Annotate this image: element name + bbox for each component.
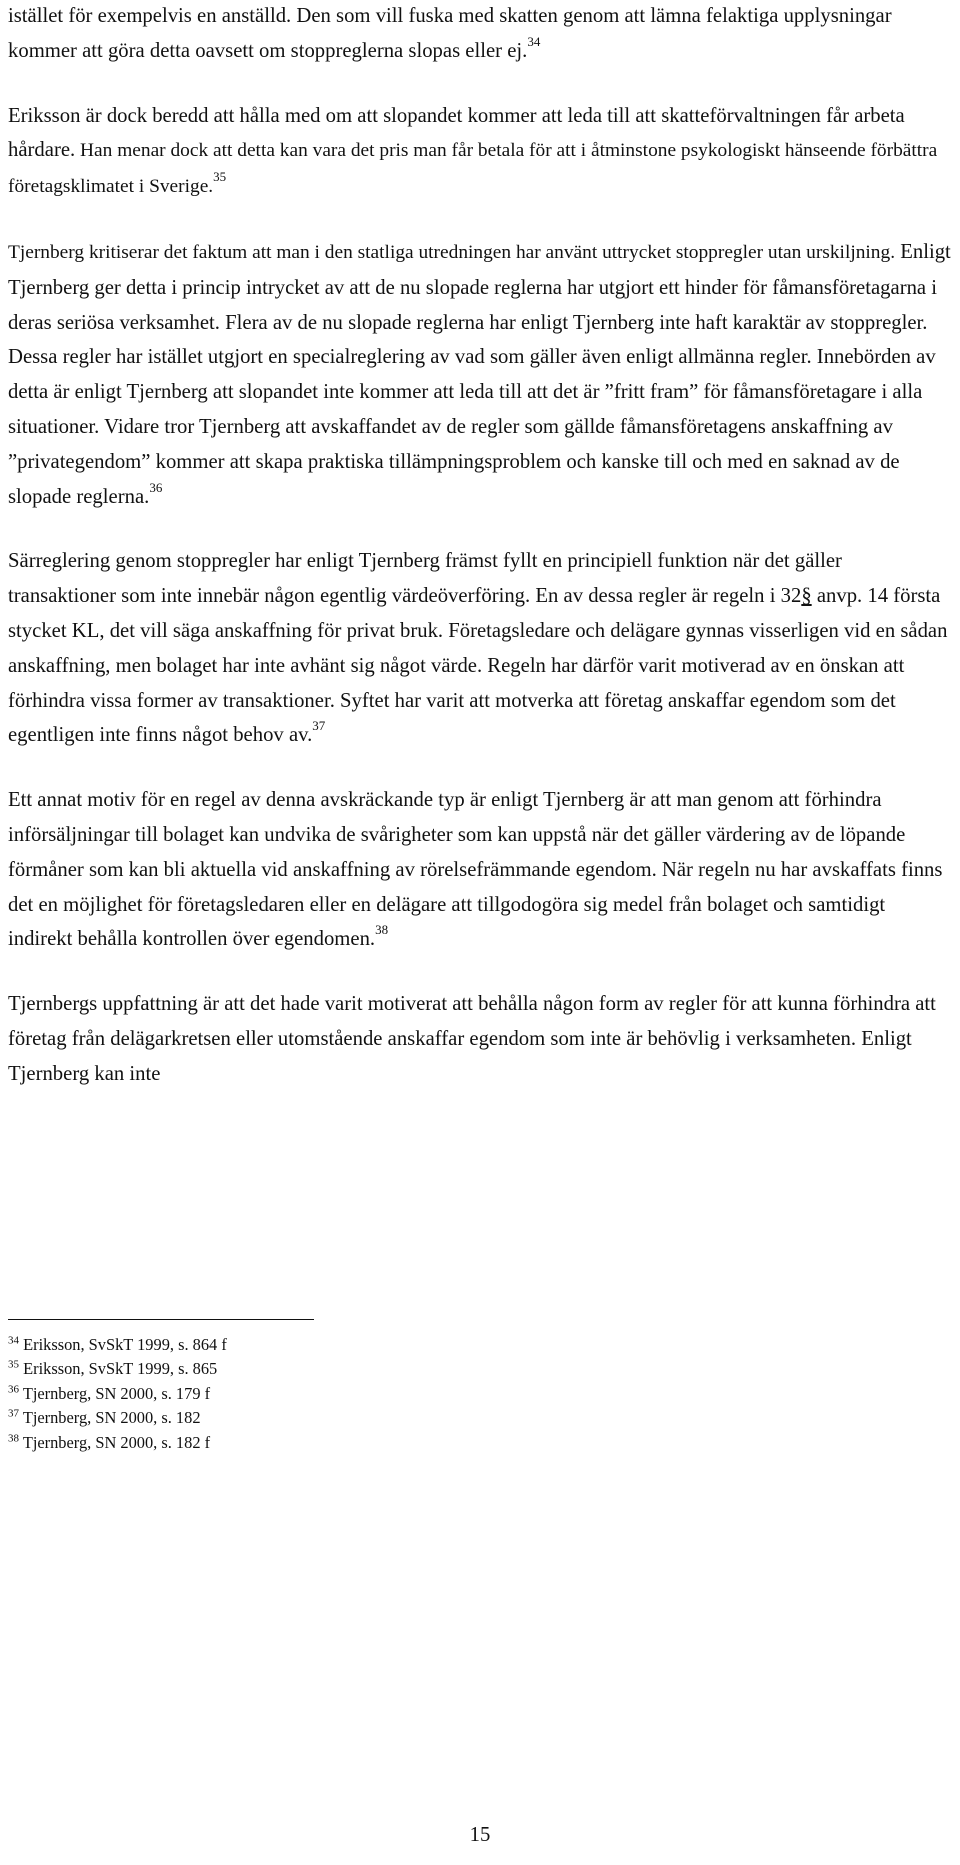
footnote-reference: 36: [149, 479, 163, 495]
footnotes: [8, 1333, 608, 1455]
footnote-number: 34: [8, 1334, 19, 1347]
body-paragraph: [8, 235, 952, 514]
footnote-text: Tjernberg, SN 2000, s. 179 f: [22, 1383, 211, 1403]
page-number: 15: [469, 1824, 491, 1846]
footnote-reference: 35: [213, 169, 227, 185]
footnote: [8, 1333, 608, 1357]
footnote-number: 37: [8, 1407, 19, 1420]
paragraph-text: Han menar dock att detta kan vara det pris man får betala för att i åtminstone psykologiskt hänseende förbättra företagsklimatet i Sverige.: [8, 140, 938, 198]
body-paragraph: [8, 544, 952, 753]
section-sign: §: [801, 585, 812, 608]
paragraph-text: Särreglering genom stoppregler har enligt Tjernberg främst fyllt en principiell funktion när det gäller transaktioner som inte innebär någon egentlig värdeöverföring. En av dessa regler är regeln i 32: [8, 550, 842, 608]
footnote: [8, 1357, 608, 1381]
body-paragraph: [8, 783, 952, 957]
footnote-number: 35: [8, 1358, 19, 1371]
body-paragraph: [8, 99, 952, 205]
paragraph-text: anvp. 14 första stycket KL, det vill säga anskaffning för privat bruk. Företagsledare och delägare gynnas visserligen vid en sådan anskaffning, men bolaget har inte avhänt sig något värde. Regeln har därför varit motiverad av en önskan att förhindra vissa former av transaktioner. Syftet har varit att motverka att företag anskaffar egendom som det egentligen inte finns något behov av.: [8, 585, 948, 747]
paragraph-text: istället för exempelvis en anställd. Den som vill fuska med skatten genom att lämna felaktiga upplysningar kommer att göra detta oavsett om stoppreglerna slopas eller ej.: [8, 5, 892, 62]
footnote-number: 36: [8, 1383, 19, 1396]
paragraph-text: Tjernberg kritiserar det faktum att man i den statliga utredningen har använt uttrycket stoppregler utan urskiljning.: [8, 241, 896, 263]
paragraph-text: Eriksson är dock beredd att hålla med om att slopandet kommer att leda till att skatteförvaltningen får arbeta hårdare.: [8, 104, 905, 162]
body-paragraph: [8, 0, 952, 69]
footnote-text: Tjernberg, SN 2000, s. 182 f: [22, 1432, 211, 1452]
footnote: [8, 1431, 608, 1455]
footnote-reference: 38: [375, 922, 389, 938]
paragraph-text: Enligt Tjernberg ger detta i princip intrycket av att de nu slopade reglerna har utgjort ett hinder för fåmansföretagarna i deras seriösa verksamhet. Flera av de nu slopade reglerna har enligt Tjernberg inte haft karaktär av stoppregler. Dessa regler har istället utgjort en specialreglering av vad som gäller även enligt allmänna regler. Innebörden av detta är enligt Tjernberg att slopandet inte kommer att leda till att det är ”fritt fram” för fåmansföretagare i alla situationer. Vidare tror Tjernberg att avskaffandet av de regler som gällde fåmansföretagens anskaffning av ”privategendom” kommer att skapa praktiska tillämpningsproblem och kanske till och med en saknad av de slopade reglerna.: [8, 240, 951, 508]
footnote-number: 38: [8, 1432, 19, 1445]
body-paragraph: [8, 987, 952, 1091]
footnote-reference: 34: [527, 33, 541, 49]
footnote-separator: [8, 1319, 314, 1320]
footnote-text: Tjernberg, SN 2000, s. 182: [22, 1408, 201, 1428]
footnote: [8, 1406, 608, 1430]
footnote-text: Eriksson, SvSkT 1999, s. 864 f: [23, 1335, 227, 1354]
paragraph-text: Tjernbergs uppfattning är att det hade varit motiverat att behålla någon form av regler för att kunna förhindra att företag från delägarkretsen eller utomstående anskaffar egendom som inte är behövlig i verksamheten. Enligt Tjernberg kan inte: [8, 993, 936, 1085]
document-page: [8, 0, 952, 1846]
footnote-text: Eriksson, SvSkT 1999, s. 865: [23, 1359, 218, 1379]
footnote-reference: 37: [312, 718, 326, 734]
paragraph-text: Ett annat motiv för en regel av denna avskräckande typ är enligt Tjernberg är att man genom att förhindra införsäljningar till bolaget kan undvika de svårigheter som kan uppstå när det gäller värdering av de löpande förmåner som kan bli aktuella vid anskaffning av rörelsefrämmande egendom. När regeln nu har avskaffats finns det en möjlighet för företagsledaren eller en delägare att tillgodogöra sig medel från bolaget och samtidigt indirekt behålla kontrollen över egendomen.: [8, 789, 943, 951]
footnote: [8, 1382, 608, 1406]
